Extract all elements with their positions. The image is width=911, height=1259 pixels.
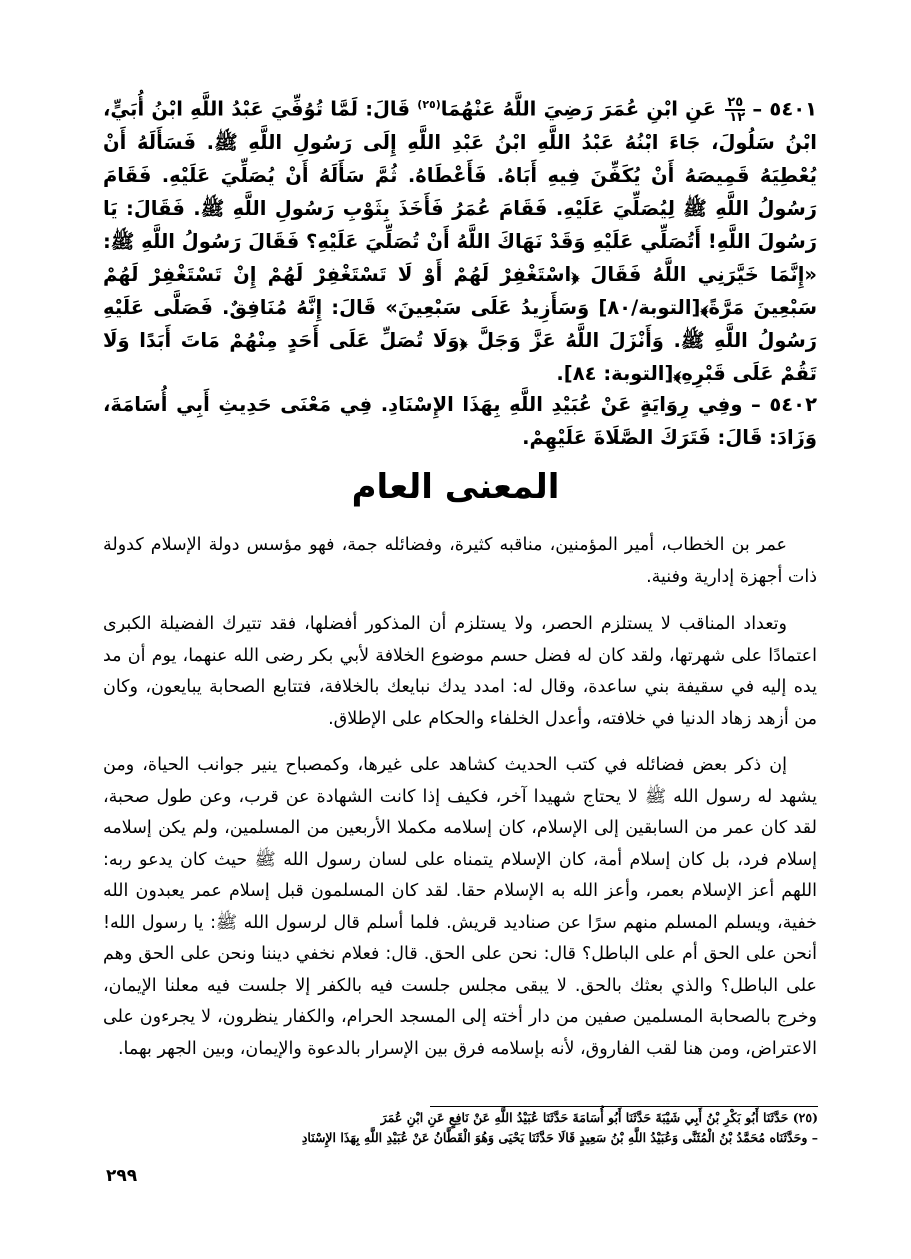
commentary-paragraph: إن ذكر بعض فضائله في كتب الحديث كشاهد على غيرها، وكمصباح ينير جوانب الحياة، ومن يشهد له رسول الله ﷺ لا يحتاج شهيدا آخر، فكيف إذا كانت الشهادة عن قرب، وعن طول صحبة، لقد كان عمر من السابقين إلى الإسلام، كان إسلامه مكملا الأربعين من المسلمين، ولم يكن إسلامه إسلام فرد، بل كان إسلام أمة، كان الإسلام يتمناه على لسان رسول الله ﷺ حيث كان يدعو ربه: اللهم أعز الإسلام بعمر، وأعز الله به الإسلام حقا. لقد كان المسلمون قبل إسلام عمر يعبدون الله خفية، ويسلم المسلم منهم سرًا عن صناديد قريش. فلما أسلم قال لرسول الله ﷺ: يا رسول الله! أنحن على الحق أم على الباطل؟ قال: نحن على الحق. قال: فعلام نخفي ديننا ونحن على الحق وهم على الباطل؟ والذي بعثك بالحق. لا يبقى مجلس جلست فيه بالكفر إلا جلست فيه معلنا الإيمان، وخرج بالصحابة المسلمين صفين من دار أخته إلى المسجد الحرام، والكفار ينظرون، لا يجرءون على الاعتراض، ومن هنا لقب الفاروق، لأنه بإسلامه فرق بين الإسرار بالدعوة والإيمان، وبين الجهر بهما.	[103, 755, 817, 1059]
cross-reference-fraction	[725, 96, 745, 124]
hadith-text: قَالَ: لَمَّا تُوُفِّيَ عَبْدُ اللَّهِ ابْنُ أُبَيٍّ، ابْنُ سَلُولَ، جَاءَ ابْنُهُ عَبْدُ اللَّهِ ابْنُ عَبْدِ اللَّهِ إِلَى رَسُولِ اللَّهِ ﷺ. فَسَأَلَهُ أَنْ يُعْطِيَهُ قَمِيصَهُ أَنْ يُكَفِّنَ فِيهِ أَبَاهُ. فَأَعْطَاهُ. ثُمَّ سَأَلَهُ أَنْ يُصَلِّيَ عَلَيْهِ. فَقَامَ رَسُولُ اللَّهِ ﷺ لِيُصَلِّيَ عَلَيْهِ. فَقَامَ عُمَرُ فَأَخَذَ بِثَوْبِ رَسُولِ اللَّهِ ﷺ. فَقَالَ: يَا رَسُولَ اللَّهِ! أَتُصَلِّي عَلَيْهِ وَقَدْ نَهَاكَ اللَّهُ أَنْ تُصَلِّيَ عَلَيْهِ؟ فَقَالَ رَسُولُ اللَّهِ ﷺ: «إِنَّمَا خَيَّرَنِي اللَّهُ فَقَالَ ﴿اسْتَغْفِرْ لَهُمْ أَوْ لَا تَسْتَغْفِرْ لَهُمْ إِنْ تَسْتَغْفِرْ لَهُمْ سَبْعِينَ مَرَّةً﴾[التوبة/٨٠] وَسَأَزِيدُ عَلَى سَبْعِينَ» قَالَ: إِنَّهُ مُنَافِقٌ. فَصَلَّى عَلَيْهِ رَسُولُ اللَّهِ ﷺ. وَأَنْزَلَ اللَّهُ عَزَّ وَجَلَّ ﴿وَلَا تُصَلِّ عَلَى أَحَدٍ مِنْهُمْ مَاتَ أَبَدًا وَلَا تَقُمْ عَلَى قَبْرِهِ﴾[التوبة: ٨٤].	[103, 97, 817, 385]
hadith-isnad: عَنِ ابْنِ عُمَرَ رَضِيَ اللَّهُ عَنْهُمَا	[440, 97, 717, 121]
footnote-marker[interactable]: (٢٥)	[417, 98, 441, 111]
hadith-text: وفِي رِوَايَةٍ عَنْ عُبَيْدِ اللَّهِ بِهَذَا الإِسْنَادِ. فِي مَعْنَى حَدِيثِ أَبِي أُسَامَةَ، وَزَادَ: قَالَ: فَتَرَكَ الصَّلَاةَ عَلَيْهِمْ.	[103, 393, 817, 449]
footnote-line: (٢٥) حَدَّثَنَا أَبُو بَكْرِ بْنُ أَبِي شَيْبَةَ حَدَّثَنَا أَبُو أُسَامَةَ حَدَّثَنَا عُبَيْدُ اللَّهِ عَنْ نَافِعٍ عَنِ ابْنِ عُمَرَ	[380, 1110, 818, 1125]
commentary-paragraph: وتعداد المناقب لا يستلزم الحصر، ولا يستلزم أن المذكور أفضلها، فقد تتيرك الفضيلة الكبرى اعتمادًا على شهرتها، ولقد كان له فضل حسم موضوع الخلافة لأبي بكر رضى الله عنهما، يوم أن مد يده إليه في سقيفة بني ساعدة، وقال له: امدد يدك نبايعك بالخلافة، فتتابع الصحابة يبايعون، وكان من أزهد زهاد الدنيا في خلافته، وأعدل الخلفاء والحكام على الإطلاق.	[103, 614, 817, 729]
footnote	[150, 1108, 818, 1148]
cross-ref-top: ٢٥	[727, 95, 744, 110]
hadith-number: ٥٤٠١ –	[752, 97, 818, 121]
hadith-5402	[103, 388, 817, 454]
section-title: المعنى العام	[351, 467, 560, 507]
footnote-line: – وحَدَّثَنَاه مُحَمَّدُ بْنُ الْمُثَنَّى وَعُبَيْدُ اللَّهِ بْنُ سَعِيدٍ قَالَا حَدَّثَنَا يَحْيَى وَهُوَ الْقَطَّانُ عَنْ عُبَيْدِ اللَّهِ بِهَذَا الإِسْنَادِ	[301, 1130, 818, 1145]
page-number: ٢٩٩	[106, 1166, 138, 1186]
cross-ref-bottom: ١٢	[729, 110, 746, 125]
commentary-paragraph: عمر بن الخطاب، أمير المؤمنين، مناقبه كثيرة، وفضائله جمة، فهو مؤسس دولة الإسلام كدولة ذات أجهزة إدارية وفنية.	[103, 535, 817, 587]
hadith-5401	[103, 88, 817, 390]
hadith-number: ٥٤٠٢ –	[751, 393, 817, 416]
footnote-divider	[430, 1106, 818, 1107]
